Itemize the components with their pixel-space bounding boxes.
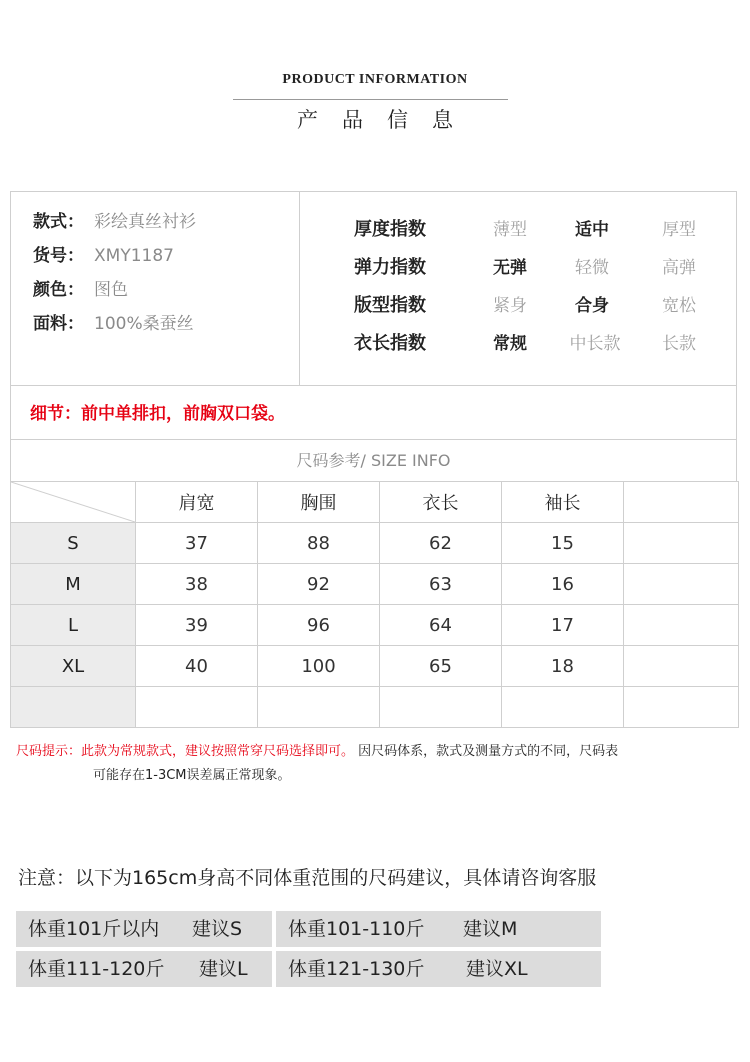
size-label-cell: XL xyxy=(11,646,136,687)
index-option: 中长款 xyxy=(569,334,621,354)
recommendation-4 xyxy=(276,951,601,987)
index-option-selected: 合身 xyxy=(575,296,609,316)
table-cell: 37 xyxy=(136,523,258,564)
info-horizontal-divider xyxy=(10,385,737,386)
column-header-empty xyxy=(624,482,739,523)
detail-text: 细节：前中单排扣，前胸双口袋。 xyxy=(30,404,285,424)
table-cell: 16 xyxy=(502,564,624,605)
table-row xyxy=(11,564,739,605)
attention-text: 注意：以下为165cm身高不同体重范围的尺码建议，具体请咨询客服 xyxy=(18,867,597,889)
table-cell-empty xyxy=(624,523,739,564)
table-cell: 100 xyxy=(258,646,380,687)
index-option: 宽松 xyxy=(662,296,696,316)
recommendation-2 xyxy=(276,911,601,947)
table-cell-empty xyxy=(624,605,739,646)
recommendation-advice: 建议S xyxy=(192,918,243,940)
table-cell-empty xyxy=(502,687,624,728)
table-cell: 15 xyxy=(502,523,624,564)
table-cell: 63 xyxy=(380,564,502,605)
recommendation-weight: 体重121-130斤 xyxy=(288,958,425,980)
size-note xyxy=(16,740,738,764)
title-chinese: 产品信息 xyxy=(297,108,477,132)
index-option-selected: 无弹 xyxy=(493,258,527,278)
index-label-fit: 版型指数 xyxy=(354,295,426,316)
attribute-label: 款式： xyxy=(33,212,84,232)
index-option: 厚型 xyxy=(662,220,696,240)
table-cell: 38 xyxy=(136,564,258,605)
column-header: 袖长 xyxy=(502,482,624,523)
size-info-heading xyxy=(10,440,737,482)
index-option-selected: 适中 xyxy=(575,220,609,240)
attribute-label: 货号： xyxy=(33,246,84,266)
size-label-cell: L xyxy=(11,605,136,646)
table-cell-empty xyxy=(624,646,739,687)
index-option: 高弹 xyxy=(662,258,696,278)
index-option: 长款 xyxy=(662,334,696,354)
attribute-style xyxy=(33,210,196,234)
index-option: 紧身 xyxy=(493,296,527,316)
index-label-elasticity: 弹力指数 xyxy=(354,257,426,278)
size-note-line2: 可能存在1-3CM误差属正常现象。 xyxy=(93,768,291,783)
table-corner-cell xyxy=(11,482,136,523)
column-header: 肩宽 xyxy=(136,482,258,523)
title-divider xyxy=(233,99,508,100)
table-cell: 65 xyxy=(380,646,502,687)
table-row xyxy=(11,523,739,564)
size-info-title-en: / SIZE INFO xyxy=(360,451,451,470)
recommendation-weight: 体重101-110斤 xyxy=(288,918,425,940)
recommendation-advice: 建议XL xyxy=(466,958,528,980)
attribute-value: XMY1187 xyxy=(94,246,174,266)
column-header: 衣长 xyxy=(380,482,502,523)
index-label-thickness: 厚度指数 xyxy=(354,219,426,240)
table-cell: 17 xyxy=(502,605,624,646)
column-header: 胸围 xyxy=(258,482,380,523)
index-option-selected: 常规 xyxy=(493,334,527,354)
table-cell-empty xyxy=(380,687,502,728)
table-cell-empty xyxy=(624,687,739,728)
attribute-fabric xyxy=(33,312,194,336)
index-option: 轻微 xyxy=(575,258,609,278)
info-vertical-divider xyxy=(299,191,300,385)
recommendation-weight: 体重111-120斤 xyxy=(28,958,165,980)
size-info-title-cn: 尺码参考 xyxy=(296,451,361,470)
recommendation-advice: 建议M xyxy=(463,918,518,940)
attribute-item-number xyxy=(33,244,174,268)
attribute-value: 彩绘真丝衬衫 xyxy=(94,212,196,232)
table-cell-empty xyxy=(258,687,380,728)
table-row xyxy=(11,646,739,687)
recommendation-1 xyxy=(16,911,272,947)
attribute-label: 颜色： xyxy=(33,280,84,300)
attribute-value: 100%桑蚕丝 xyxy=(94,314,194,334)
recommendation-advice: 建议L xyxy=(199,958,248,980)
diagonal-line xyxy=(11,482,135,522)
size-label-cell: S xyxy=(11,523,136,564)
table-row xyxy=(11,605,739,646)
attribute-label: 面料： xyxy=(33,314,84,334)
table-cell: 92 xyxy=(258,564,380,605)
recommendation-3 xyxy=(16,951,272,987)
table-cell-empty xyxy=(624,564,739,605)
size-table xyxy=(10,481,739,728)
title-english: PRODUCT INFORMATION xyxy=(282,72,468,87)
table-cell-empty xyxy=(136,687,258,728)
table-row-empty xyxy=(11,687,739,728)
attribute-color xyxy=(33,278,128,302)
size-label-cell-empty xyxy=(11,687,136,728)
table-cell: 64 xyxy=(380,605,502,646)
size-note-rest: 因尺码体系，款式及测量方式的不同，尺码表 xyxy=(358,744,619,759)
table-header-row xyxy=(11,482,739,523)
table-cell: 40 xyxy=(136,646,258,687)
index-option: 薄型 xyxy=(493,220,527,240)
table-cell: 62 xyxy=(380,523,502,564)
table-cell: 39 xyxy=(136,605,258,646)
size-label-cell: M xyxy=(11,564,136,605)
attribute-value: 图色 xyxy=(94,280,128,300)
table-cell: 88 xyxy=(258,523,380,564)
table-cell: 18 xyxy=(502,646,624,687)
index-label-length: 衣长指数 xyxy=(354,333,426,354)
table-cell: 96 xyxy=(258,605,380,646)
size-note-highlight: 尺码提示：此款为常规款式，建议按照常穿尺码选择即可。 xyxy=(16,744,355,759)
recommendation-weight: 体重101斤以内 xyxy=(28,918,160,940)
